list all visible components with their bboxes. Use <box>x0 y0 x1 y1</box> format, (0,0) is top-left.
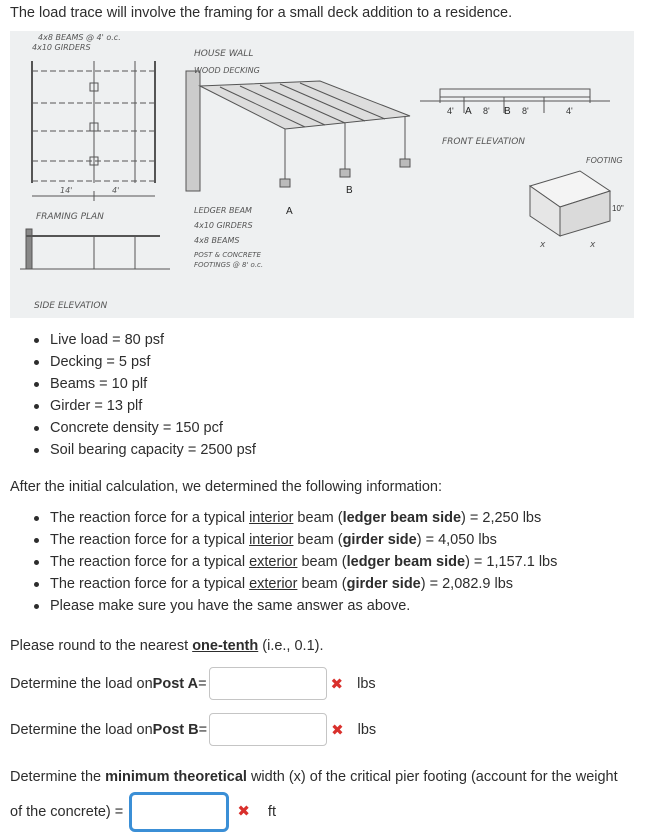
incorrect-icon: ✖ <box>237 802 250 820</box>
list-item: The reaction force for a typical interior beam (girder side) = 4,050 lbs <box>10 529 557 551</box>
beams-label: 4x8 BEAMS <box>194 236 240 245</box>
unit-label: lbs <box>357 721 377 738</box>
dim-14: 14' <box>60 186 73 195</box>
front-elevation <box>420 89 624 250</box>
after-text: After the initial calculation, we determined the following information: <box>10 479 443 495</box>
framing-plan <box>20 33 170 311</box>
front-elevation-label: FRONT ELEVATION <box>442 137 526 147</box>
beams-note: 4x8 BEAMS @ 4' o.c. <box>38 33 121 42</box>
list-item: Girder = 13 plf <box>10 395 256 417</box>
question-post-b: Determine the load on Post B = ✖ lbs <box>10 713 376 746</box>
fe-dim-4b: 4' <box>566 106 573 116</box>
deck-drawing <box>10 31 634 318</box>
loads-list <box>10 329 256 461</box>
framing-plan-label: FRAMING PLAN <box>36 212 104 222</box>
post-a-input[interactable] <box>209 667 327 700</box>
house-wall-label: HOUSE WALL <box>194 49 254 59</box>
girders-note: 4x10 GIRDERS <box>32 43 91 52</box>
ledger-beam-label: LEDGER BEAM <box>194 206 252 215</box>
unit-label: ft <box>267 803 276 820</box>
intro-text: The load trace will involve the framing for a small deck addition to a residence. <box>10 5 513 21</box>
post-a-label: A <box>286 206 293 217</box>
list-item: Concrete density = 150 pcf <box>10 417 256 439</box>
incorrect-icon: ✖ <box>331 721 344 739</box>
fe-dim-4a: 4' <box>447 106 454 116</box>
footing-width-input[interactable] <box>129 792 229 832</box>
fe-dim-8a: 8' <box>483 106 490 116</box>
deck-isometric <box>186 49 410 269</box>
dim-x1: x <box>540 240 546 250</box>
post-b-label: B <box>346 185 353 196</box>
deck-figure <box>10 31 634 318</box>
dim-x2: x <box>590 240 596 250</box>
girders-label: 4x10 GIRDERS <box>194 221 253 230</box>
unit-label: lbs <box>357 675 376 692</box>
reactions-list <box>10 507 557 617</box>
list-item: The reaction force for a typical exterior beam (girder side) = 2,082.9 lbs <box>10 573 557 595</box>
list-item: Beams = 10 plf <box>10 373 256 395</box>
fe-dim-8b: 8' <box>522 106 529 116</box>
post-b-input[interactable] <box>209 713 327 746</box>
question-post-a: Determine the load on Post A = ✖ lbs <box>10 667 376 700</box>
rounding-note: Please round to the nearest one-tenth (i.e., 0.1). <box>10 638 324 654</box>
list-item: Decking = 5 psf <box>10 351 256 373</box>
list-item: Please make sure you have the same answer as above. <box>10 595 557 617</box>
dim-4: 4' <box>112 186 120 195</box>
list-item: The reaction force for a typical exterior beam (ledger beam side) = 1,157.1 lbs <box>10 551 557 573</box>
post-concrete-label: POST & CONCRETE <box>194 251 261 259</box>
footings-label: FOOTINGS @ 8' o.c. <box>194 261 264 269</box>
side-elevation-label: SIDE ELEVATION <box>34 301 108 311</box>
question-footing-width: Determine the minimum theoretical width (x) of the critical pier footing (account for the weight of the concrete) = ✖ ft <box>10 762 630 832</box>
fe-post-a: A <box>465 106 472 117</box>
dim-10in: 10" <box>612 204 624 213</box>
incorrect-icon: ✖ <box>330 675 344 693</box>
fe-post-b: B <box>504 106 511 117</box>
footing-label: FOOTING <box>586 156 623 165</box>
list-item: The reaction force for a typical interior beam (ledger beam side) = 2,250 lbs <box>10 507 557 529</box>
wood-decking-label: WOOD DECKING <box>194 66 260 75</box>
list-item: Live load = 80 psf <box>10 329 256 351</box>
list-item: Soil bearing capacity = 2500 psf <box>10 439 256 461</box>
